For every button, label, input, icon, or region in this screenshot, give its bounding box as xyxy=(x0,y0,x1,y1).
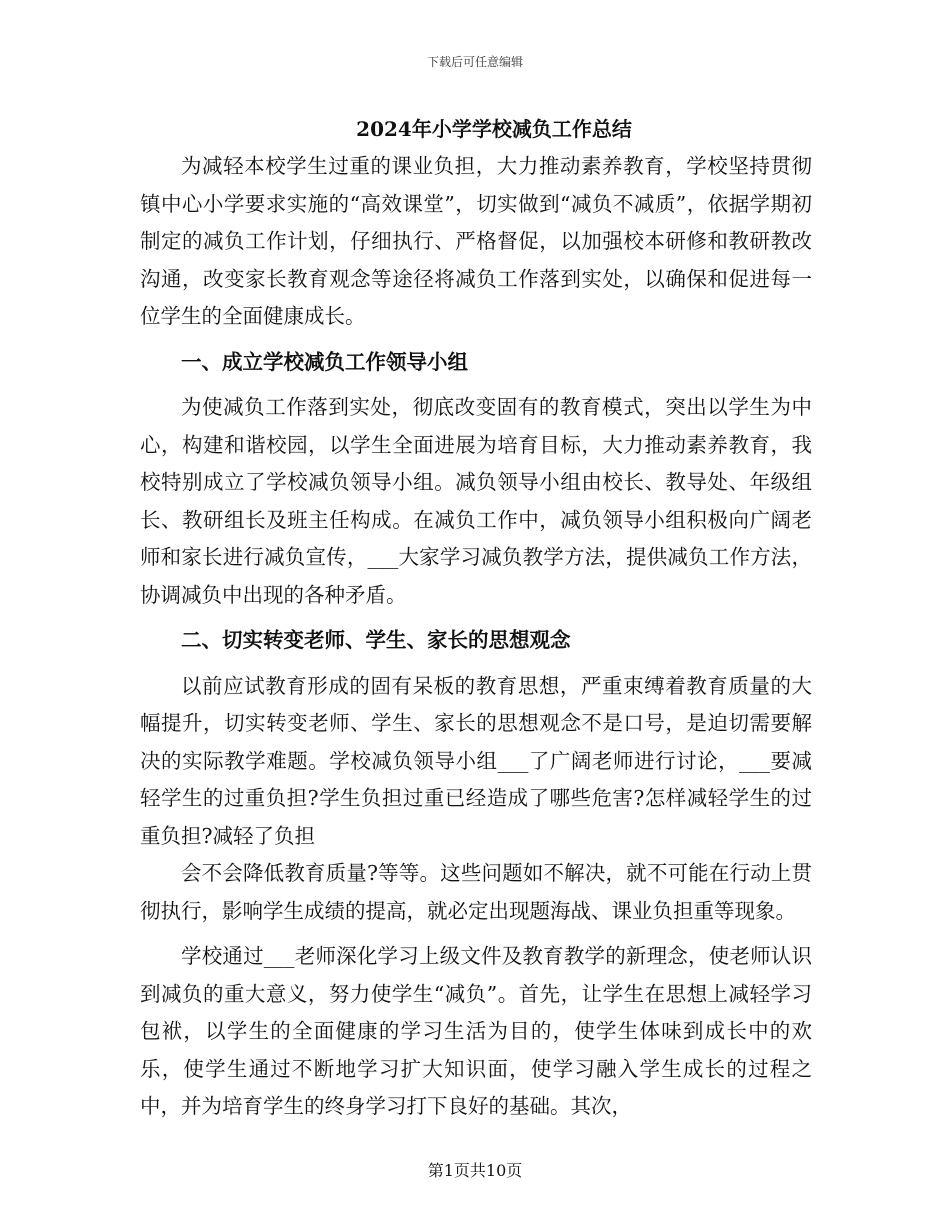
section-2-paragraph-2: 会不会降低教育质量?等等。这些问题如不解决，就不可能在行动上贯彻执行，影响学生成绩的提高，就必定出现题海战、课业负担重等现象。 xyxy=(140,861,812,923)
spacer xyxy=(140,930,812,938)
intro-paragraph: 为减轻本校学生过重的课业负担，大力推动素养教育，学校坚持贯彻镇中心小学要求实施的“高效课堂”，切实做到“减负不减质”，依据学期初制定的减负工作计划，仔细执行、严格督促，以加强校本研修和教研教改沟通，改变家长教育观念等途径将减负工作落到实处，以确保和促进每一位学生的全面健康成长。 xyxy=(140,154,812,328)
spacer xyxy=(140,614,812,622)
section-2-paragraph-1: 以前应试教育形成的固有呆板的教育思想，严重束缚着教育质量的大幅提升，切实转变老师、学生、家长的思想观念不是口号，是迫切需要解决的实际教学难题。学校减负领导小组___了广阔老师进行讨论，___要减轻学生的过重负担?学生负担过重已经造成了哪些危害?怎样减轻学生的过重负担?减轻了负担 xyxy=(140,673,812,848)
section-1-paragraph: 为使减负工作落到实处，彻底改变固有的教育模式，突出以学生为中心，构建和谐校园，以学生全面进展为培育目标，大力推动素养教育，我校特别成立了学校减负领导小组。减负领导小组由校长、教导处、年级组长、教研组长及班主任构成。在减负工作中，减负领导小组积极向广阔老师和家长进行减负宣传，___大家学习减负教学方法，提供减负工作方法，协调减负中出现的各种矛盾。 xyxy=(140,395,812,607)
page-header-note: 下载后可任意编辑 xyxy=(426,55,523,69)
spacer xyxy=(140,660,812,668)
section-1-heading: 一、成立学校减负工作领导小组 xyxy=(181,349,468,374)
section-2-heading: 二、切实转变老师、学生、家长的思想观念 xyxy=(181,628,571,652)
spacer xyxy=(140,381,812,389)
document-title: 2024年小学学校减负工作总结 xyxy=(356,117,632,141)
section-2-paragraph-3: 学校通过___老师深化学习上级文件及教育教学的新理念，使老师认识到减负的重大意义，努力使学生“减负”。首先，让学生在思想上减轻学习包袱，以学生的全面健康的学习生活为目的，使学生体味到成长中的欢乐，使学生通过不断地学习扩大知识面，使学习融入学生成长的过程之中，并为培育学生的终身学习打下良好的基础。其次， xyxy=(140,944,812,1118)
spacer xyxy=(140,336,812,344)
page-number: 第1页共10页 xyxy=(427,1161,523,1180)
document-body xyxy=(140,110,812,1126)
